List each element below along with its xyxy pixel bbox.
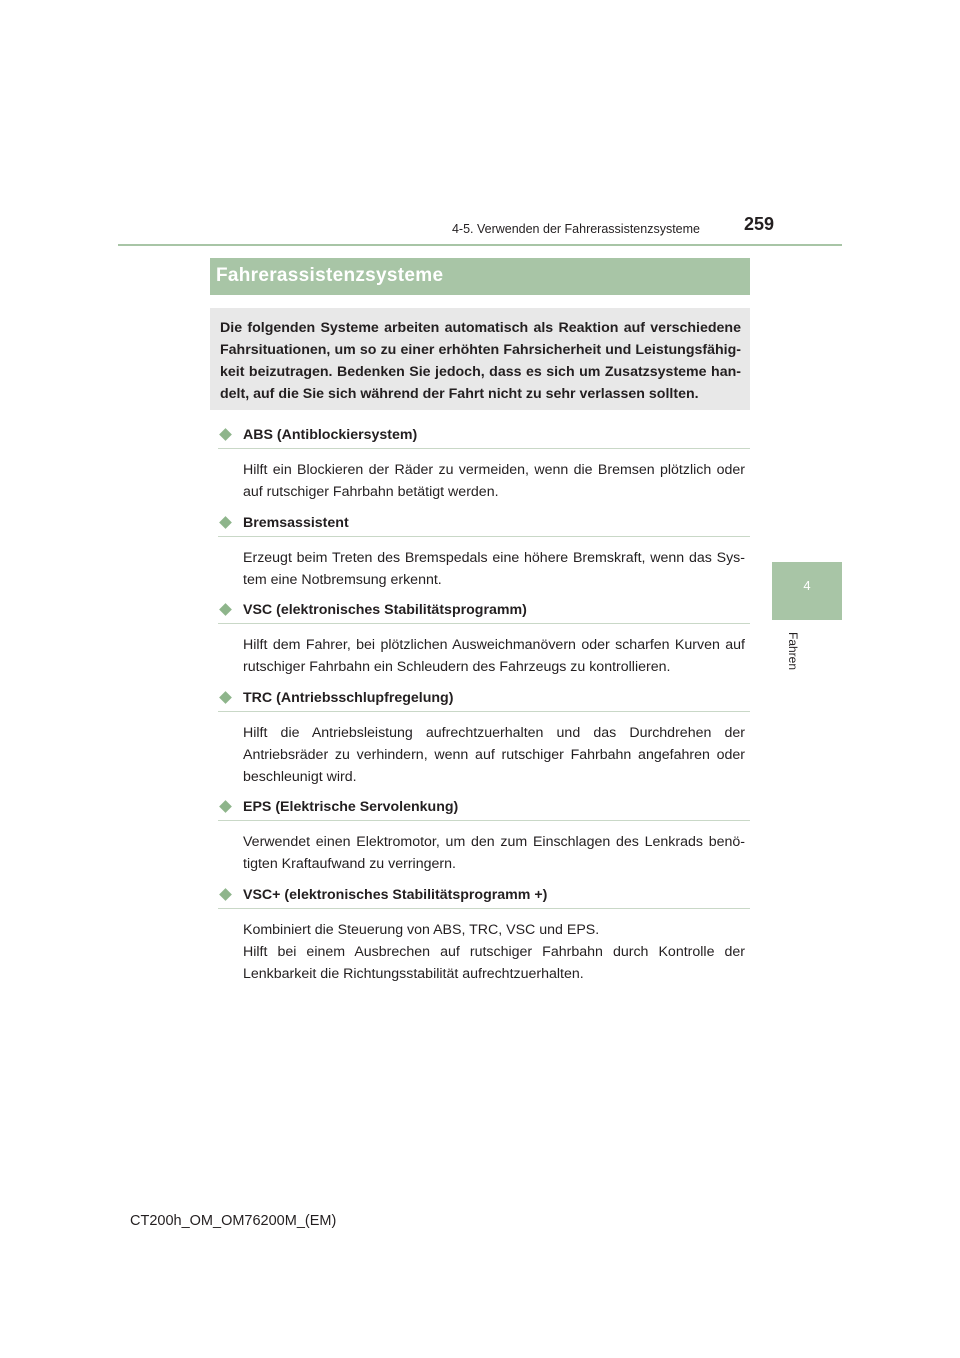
entry-header xyxy=(218,689,750,712)
diamond-bullet-icon xyxy=(219,516,232,529)
entry-text: Erzeugt beim Treten des Bremspedals eine höhere Bremskraft, wenn das Sys-tem eine Notbremsung erkennt. xyxy=(243,550,745,588)
entry-body xyxy=(243,919,745,985)
page-number: 259 xyxy=(743,214,774,234)
chapter-tab xyxy=(772,562,842,620)
header-divider xyxy=(118,244,842,246)
diamond-bullet-icon xyxy=(219,603,232,616)
entry-vsc xyxy=(218,601,750,678)
document-code: CT200h_OM_OM76200M_(EM) xyxy=(130,1213,337,1229)
chapter-label: Fahren xyxy=(786,631,800,671)
entry-body xyxy=(243,547,745,591)
entry-vsc-plus xyxy=(218,886,750,985)
entry-title: ABS (Antiblockiersystem) xyxy=(243,427,418,443)
entry-brake-assist xyxy=(218,514,750,591)
entry-text: Kombiniert die Steuerung von ABS, TRC, VSC und EPS. xyxy=(243,922,600,938)
entry-title: VSC+ (elektronisches Stabilitätsprogramm +) xyxy=(243,887,548,903)
section-title-bar xyxy=(210,258,750,295)
entry-title: VSC (elektronisches Stabilitätsprogramm) xyxy=(243,602,527,618)
diamond-bullet-icon xyxy=(219,428,232,441)
diamond-bullet-icon xyxy=(219,691,232,704)
entry-text: Verwendet einen Elektromotor, um den zum Einschlagen des Lenkrads benö-tigten Kraftaufwand zu verringern. xyxy=(243,834,745,872)
chapter-label-wrap xyxy=(786,628,800,674)
section-title: Fahrerassistenzsysteme xyxy=(216,265,444,286)
entry-header xyxy=(218,886,750,909)
diamond-bullet-icon xyxy=(219,888,232,901)
entry-header xyxy=(218,514,750,537)
entry-text: Hilft die Antriebsleistung aufrechtzuerhalten und das Durchdrehen der Antriebsräder zu verhindern, wenn auf rutschiger Fahrbahn angefahren oder beschleunigt wird. xyxy=(243,725,745,785)
entry-body xyxy=(243,831,745,875)
entry-header xyxy=(218,798,750,821)
entry-text: Hilft dem Fahrer, bei plötzlichen Ausweichmanövern oder scharfen Kurven auf rutschiger Fahrbahn ein Schleudern des Fahrzeugs zu kontrollieren. xyxy=(243,637,745,675)
entry-header xyxy=(218,601,750,624)
entry-text: Hilft bei einem Ausbrechen auf rutschiger Fahrbahn durch Kontrolle der Lenkbarkeit die Richtungsstabilität aufrechtzuerhalten. xyxy=(243,944,745,982)
section-reference: 4-5. Verwenden der Fahrerassistenzsysteme xyxy=(451,222,700,236)
entry-abs xyxy=(218,426,750,503)
entry-trc xyxy=(218,689,750,788)
entry-title: TRC (Antriebsschlupfregelung) xyxy=(243,690,454,706)
entry-header xyxy=(218,426,750,449)
entry-title: Bremsassistent xyxy=(243,515,349,531)
intro-text: Die folgenden Systeme arbeiten automatisch als Reaktion auf verschiedene Fahrsituationen, um so zu einer erhöhten Fahrsicherheit und Leistungsfähig-keit beizutragen. Bedenken Sie jedoch, dass es sich um Zusatzsysteme han-delt, auf die Sie sich während der Fahrt nicht zu sehr verlassen sollten. xyxy=(220,320,741,402)
entry-eps xyxy=(218,798,750,875)
entry-body xyxy=(243,634,745,678)
entry-text: Hilft ein Blockieren der Räder zu vermeiden, wenn die Bremsen plötzlich oder auf rutschiger Fahrbahn betätigt werden. xyxy=(243,462,745,500)
entry-body xyxy=(243,459,745,503)
intro-box xyxy=(210,308,750,410)
chapter-number: 4 xyxy=(803,578,811,593)
diamond-bullet-icon xyxy=(219,800,232,813)
entry-body xyxy=(243,722,745,788)
entry-title: EPS (Elektrische Servolenkung) xyxy=(243,799,459,815)
